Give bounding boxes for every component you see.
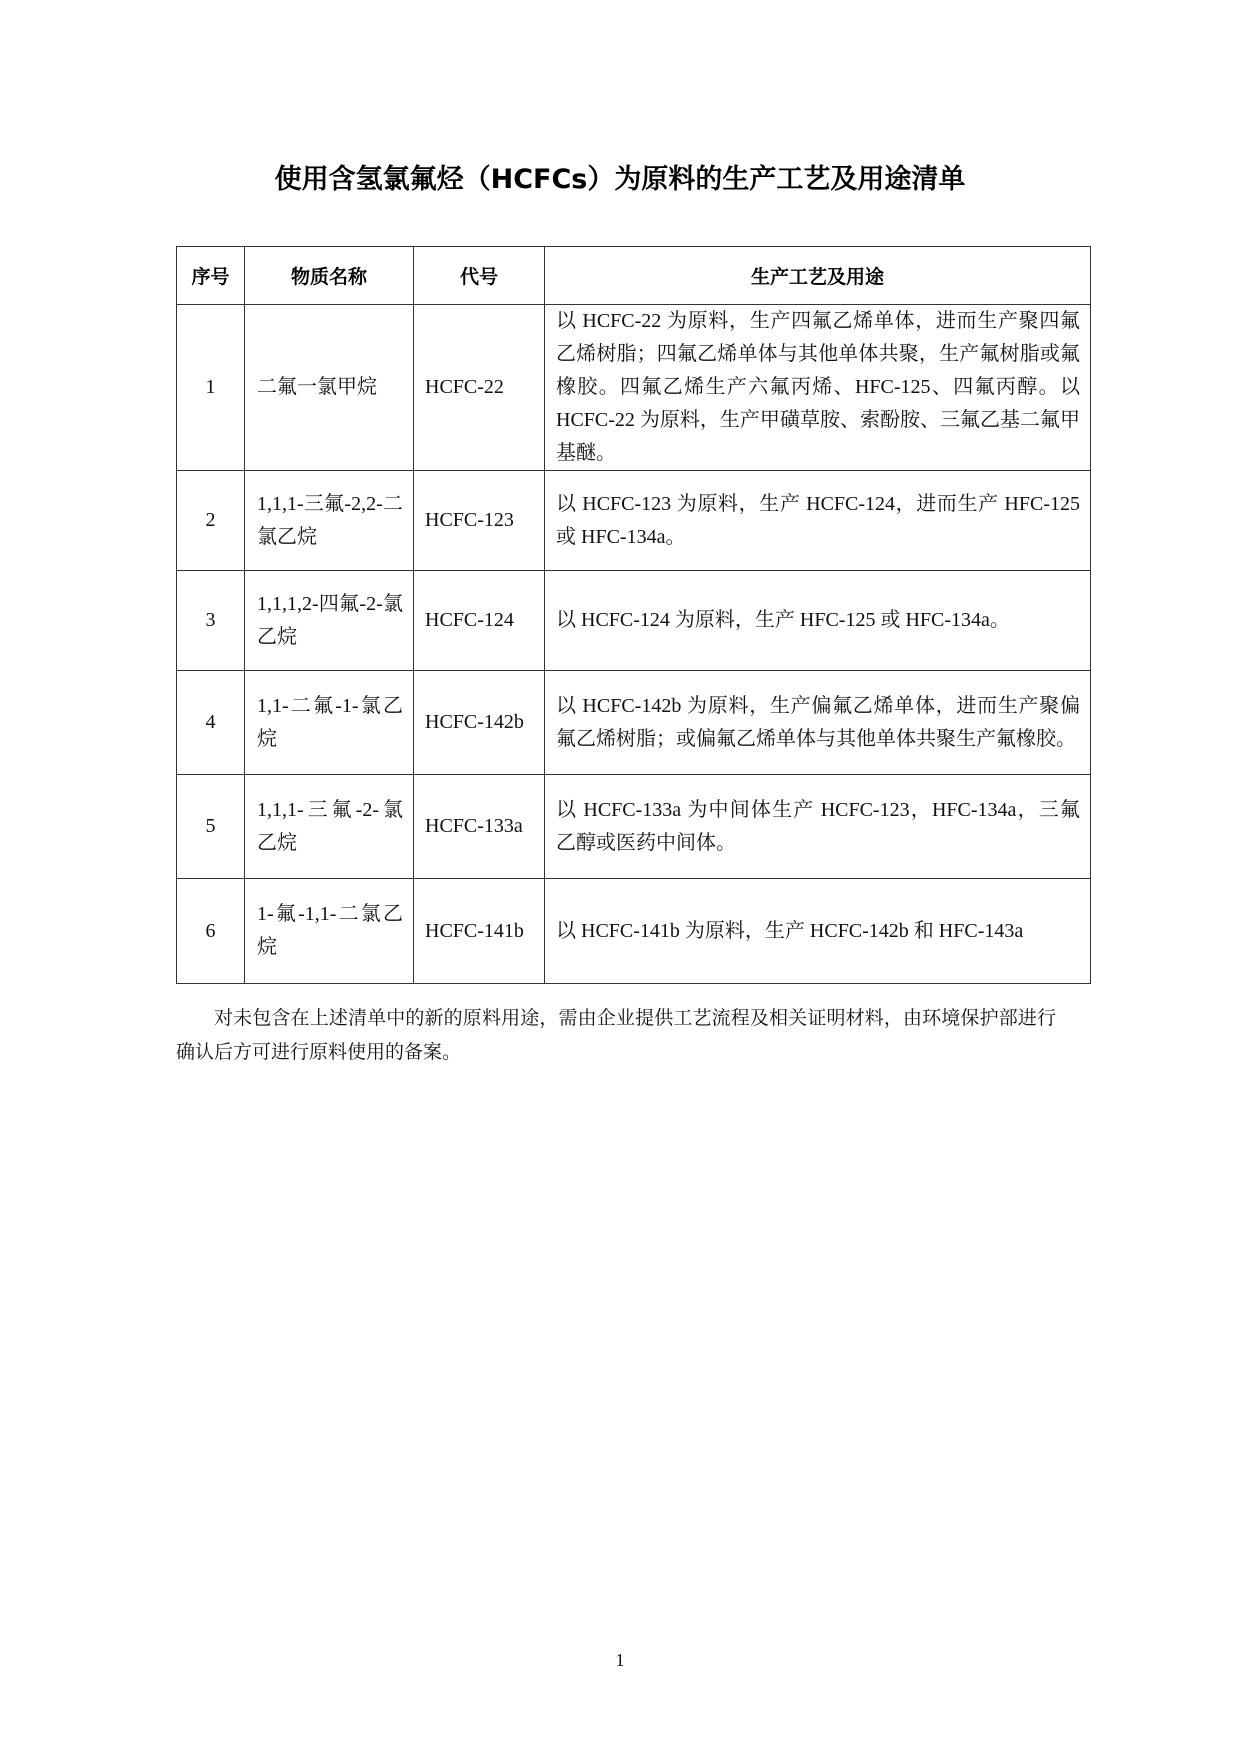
cell-substance-name: 1,1-二氟-1-氯乙烷 bbox=[245, 671, 414, 775]
table-row bbox=[177, 471, 1091, 571]
cell-substance-name: 1,1,1-三氟-2-氯乙烷 bbox=[245, 775, 414, 879]
table-row bbox=[177, 775, 1091, 879]
cell-process-and-use: 以 HCFC-124 为原料，生产 HFC-125 或 HFC-134a。 bbox=[545, 571, 1091, 671]
hcfc-process-table bbox=[176, 246, 1091, 984]
cell-substance-name: 1-氟-1,1-二氯乙烷 bbox=[245, 879, 414, 984]
cell-code: HCFC-124 bbox=[414, 571, 545, 671]
cell-process-and-use: 以 HCFC-142b 为原料，生产偏氟乙烯单体，进而生产聚偏氟乙烯树脂；或偏氟乙烯单体与其他单体共聚生产氟橡胶。 bbox=[545, 671, 1091, 775]
cell-process-and-use: 以 HCFC-141b 为原料，生产 HCFC-142b 和 HFC-143a bbox=[545, 879, 1091, 984]
cell-serial-number: 5 bbox=[177, 775, 245, 879]
table-row bbox=[177, 571, 1091, 671]
footnote-paragraph: 对未包含在上述清单中的新的原料用途，需由企业提供工艺流程及相关证明材料，由环境保护部进行确认后方可进行原料使用的备案。 bbox=[176, 1007, 1056, 1063]
cell-substance-name: 二氟一氯甲烷 bbox=[245, 305, 414, 471]
cell-serial-number: 2 bbox=[177, 471, 245, 571]
cell-process-and-use: 以 HCFC-22 为原料，生产四氟乙烯单体，进而生产聚四氟乙烯树脂；四氟乙烯单体与其他单体共聚，生产氟树脂或氟橡胶。四氟乙烯生产六氟丙烯、HFC-125、四氟丙醇。以 HCFC-22 为原料，生产甲磺草胺、索酚胺、三氟乙基二氟甲基醚。 bbox=[545, 305, 1091, 471]
table-row bbox=[177, 671, 1091, 775]
cell-code: HCFC-133a bbox=[414, 775, 545, 879]
cell-serial-number: 6 bbox=[177, 879, 245, 984]
cell-substance-name: 1,1,1,2-四氟-2-氯乙烷 bbox=[245, 571, 414, 671]
cell-process-and-use: 以 HCFC-133a 为中间体生产 HCFC-123，HFC-134a，三氟乙醇或医药中间体。 bbox=[545, 775, 1091, 879]
table-row bbox=[177, 305, 1091, 471]
cell-substance-name: 1,1,1-三氟-2,2-二氯乙烷 bbox=[245, 471, 414, 571]
table-row bbox=[177, 879, 1091, 984]
page-number: 1 bbox=[615, 1650, 625, 1670]
header-process-and-use: 生产工艺及用途 bbox=[545, 247, 1091, 305]
cell-process-and-use: 以 HCFC-123 为原料，生产 HCFC-124，进而生产 HFC-125 或 HFC-134a。 bbox=[545, 471, 1091, 571]
header-substance-name: 物质名称 bbox=[245, 247, 414, 305]
cell-serial-number: 1 bbox=[177, 305, 245, 471]
page-title: 使用含氢氯氟烃（HCFCs）为原料的生产工艺及用途清单 bbox=[274, 164, 966, 195]
cell-code: HCFC-123 bbox=[414, 471, 545, 571]
header-serial-number: 序号 bbox=[177, 247, 245, 305]
cell-serial-number: 3 bbox=[177, 571, 245, 671]
hcfc-process-table-container bbox=[176, 246, 1090, 984]
cell-serial-number: 4 bbox=[177, 671, 245, 775]
cell-code: HCFC-142b bbox=[414, 671, 545, 775]
cell-code: HCFC-141b bbox=[414, 879, 545, 984]
header-code: 代号 bbox=[414, 247, 545, 305]
table-header-row bbox=[177, 247, 1091, 305]
cell-code: HCFC-22 bbox=[414, 305, 545, 471]
